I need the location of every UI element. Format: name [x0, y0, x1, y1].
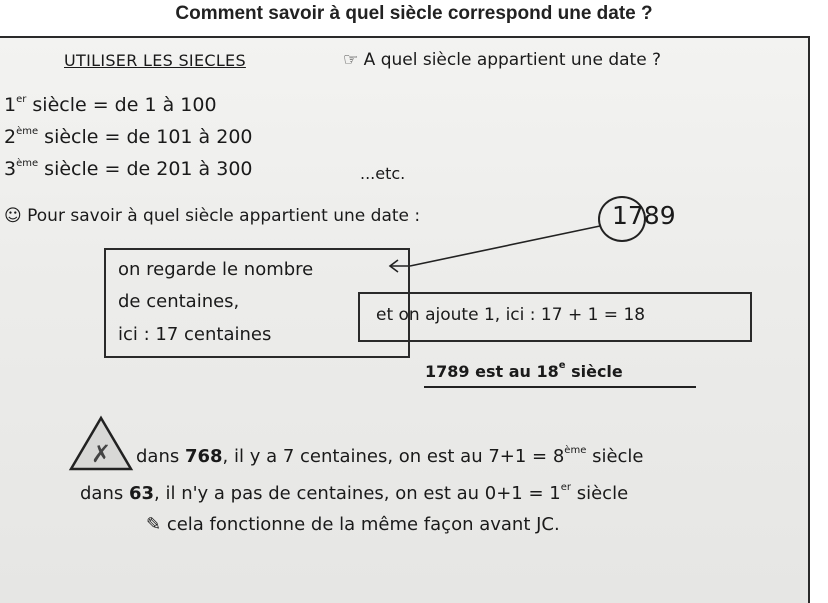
before-jc-text: cela fonctionne de la même façon avant JC. — [166, 514, 560, 535]
warning-line-2 — [80, 482, 628, 504]
etc-text: ...etc. — [360, 164, 406, 183]
smiley-icon: ☺ — [4, 206, 22, 226]
number: 63 — [128, 483, 155, 504]
page-title: Comment savoir à quel siècle correspond une date ? — [175, 3, 653, 24]
ordinal: 3 — [4, 158, 17, 180]
warning-triangle-icon — [68, 414, 134, 472]
text: dans — [136, 446, 185, 467]
question-text: A quel siècle appartient une date ? — [363, 50, 662, 70]
result-main: 1789 est au 18 — [425, 362, 559, 381]
text: siècle — [586, 446, 644, 467]
century-range: siècle = de 1 à 100 — [26, 94, 217, 116]
century-line-3 — [4, 158, 253, 180]
question-line — [343, 50, 661, 70]
pointing-hand-icon: ☞ — [343, 50, 359, 70]
century-range: siècle = de 201 à 300 — [38, 158, 253, 180]
number: 768 — [184, 446, 223, 467]
hundreds-line-2: de centaines, — [118, 291, 240, 312]
hundreds-line-1: on regarde le nombre — [118, 259, 314, 280]
add-one-text: et on ajoute 1, ici : 17 + 1 = 18 — [376, 305, 646, 325]
ordinal: 1 — [4, 94, 17, 116]
century-line-2 — [4, 126, 253, 148]
result-text — [425, 360, 623, 381]
ordinal-suffix: ème — [16, 126, 39, 137]
text: , il y a 7 centaines, on est au 7+1 = 8 — [222, 446, 565, 467]
result-suffix: e — [558, 360, 566, 371]
ordinal: 2 — [4, 126, 17, 148]
result-end: siècle — [565, 362, 623, 381]
pencil-icon: ✎ — [146, 514, 162, 535]
ordinal-suffix: er — [16, 94, 27, 105]
warning-line-1 — [136, 445, 644, 467]
svg-text:✗: ✗ — [90, 440, 112, 468]
ordinal-suffix: ème — [16, 158, 39, 169]
suffix: ème — [564, 445, 587, 456]
example-year: 1789 — [612, 201, 676, 230]
hundreds-line-3: ici : 17 centaines — [118, 324, 272, 345]
warning-line-3 — [146, 514, 560, 535]
text: siècle — [571, 483, 629, 504]
suffix: er — [560, 482, 571, 493]
section-label: UTILISER LES SIECLES — [64, 51, 246, 70]
result-underline — [424, 386, 696, 388]
method-line — [4, 206, 420, 226]
method-text: Pour savoir à quel siècle appartient une date : — [27, 206, 421, 226]
text: dans — [80, 483, 129, 504]
century-line-1 — [4, 94, 217, 116]
century-range: siècle = de 101 à 200 — [38, 126, 253, 148]
text: , il n'y a pas de centaines, on est au 0+1 = 1 — [154, 483, 561, 504]
